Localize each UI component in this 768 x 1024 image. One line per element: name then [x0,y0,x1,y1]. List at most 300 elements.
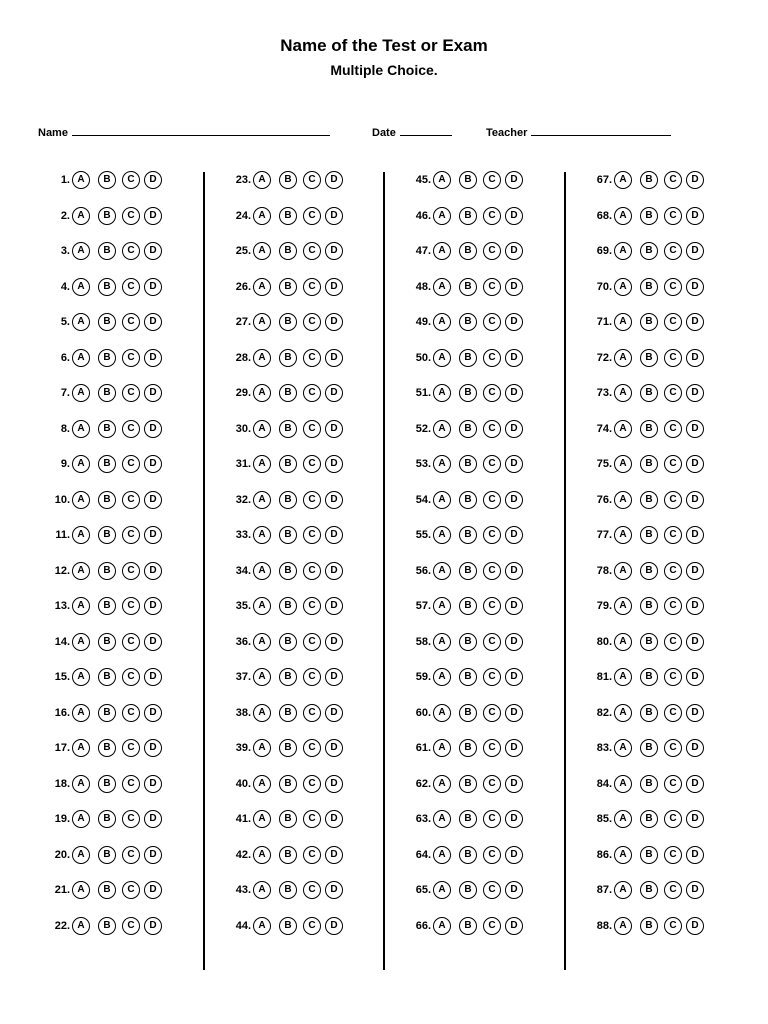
choice-bubble-d[interactable]: D [505,775,523,793]
choice-bubble-c[interactable]: C [122,384,140,402]
choice-bubble-d[interactable]: D [144,420,162,438]
choice-bubble-c[interactable]: C [303,704,321,722]
choice-bubble-a[interactable]: A [614,917,632,935]
choice-bubble-c[interactable]: C [664,455,682,473]
choice-bubble-b[interactable]: B [459,455,477,473]
choice-bubble-b[interactable]: B [279,810,297,828]
choice-bubble-d[interactable]: D [325,207,343,225]
choice-bubble-d[interactable]: D [505,420,523,438]
choice-bubble-a[interactable]: A [253,562,271,580]
choice-bubble-a[interactable]: A [614,881,632,899]
choice-bubble-c[interactable]: C [664,242,682,260]
choice-bubble-a[interactable]: A [72,349,90,367]
choice-bubble-c[interactable]: C [303,420,321,438]
choice-bubble-d[interactable]: D [505,384,523,402]
name-line[interactable] [72,126,330,136]
choice-bubble-b[interactable]: B [279,633,297,651]
choice-bubble-d[interactable]: D [505,881,523,899]
choice-bubble-c[interactable]: C [303,846,321,864]
choice-bubble-a[interactable]: A [253,349,271,367]
choice-bubble-a[interactable]: A [253,846,271,864]
choice-bubble-d[interactable]: D [144,739,162,757]
choice-bubble-d[interactable]: D [144,171,162,189]
choice-bubble-c[interactable]: C [303,810,321,828]
choice-bubble-d[interactable]: D [325,420,343,438]
choice-bubble-d[interactable]: D [325,313,343,331]
choice-bubble-c[interactable]: C [303,597,321,615]
choice-bubble-c[interactable]: C [483,881,501,899]
choice-bubble-d[interactable]: D [686,455,704,473]
choice-bubble-c[interactable]: C [303,349,321,367]
choice-bubble-c[interactable]: C [122,313,140,331]
choice-bubble-c[interactable]: C [664,810,682,828]
choice-bubble-b[interactable]: B [459,171,477,189]
choice-bubble-a[interactable]: A [433,846,451,864]
choice-bubble-a[interactable]: A [433,207,451,225]
choice-bubble-d[interactable]: D [505,171,523,189]
choice-bubble-c[interactable]: C [664,775,682,793]
choice-bubble-a[interactable]: A [614,242,632,260]
choice-bubble-b[interactable]: B [98,384,116,402]
choice-bubble-a[interactable]: A [72,278,90,296]
choice-bubble-c[interactable]: C [122,881,140,899]
choice-bubble-d[interactable]: D [325,526,343,544]
choice-bubble-c[interactable]: C [122,171,140,189]
choice-bubble-c[interactable]: C [122,633,140,651]
choice-bubble-b[interactable]: B [98,313,116,331]
choice-bubble-d[interactable]: D [325,775,343,793]
choice-bubble-d[interactable]: D [686,810,704,828]
choice-bubble-b[interactable]: B [640,917,658,935]
choice-bubble-c[interactable]: C [303,562,321,580]
choice-bubble-b[interactable]: B [98,739,116,757]
choice-bubble-d[interactable]: D [325,810,343,828]
choice-bubble-c[interactable]: C [122,704,140,722]
choice-bubble-b[interactable]: B [640,491,658,509]
choice-bubble-d[interactable]: D [144,455,162,473]
choice-bubble-c[interactable]: C [483,207,501,225]
choice-bubble-a[interactable]: A [253,597,271,615]
choice-bubble-b[interactable]: B [640,242,658,260]
choice-bubble-b[interactable]: B [279,526,297,544]
choice-bubble-a[interactable]: A [433,526,451,544]
choice-bubble-c[interactable]: C [483,420,501,438]
choice-bubble-b[interactable]: B [98,562,116,580]
choice-bubble-c[interactable]: C [303,313,321,331]
choice-bubble-b[interactable]: B [459,775,477,793]
choice-bubble-b[interactable]: B [640,739,658,757]
choice-bubble-b[interactable]: B [98,242,116,260]
choice-bubble-a[interactable]: A [72,207,90,225]
choice-bubble-a[interactable]: A [253,668,271,686]
choice-bubble-b[interactable]: B [279,207,297,225]
choice-bubble-d[interactable]: D [144,633,162,651]
choice-bubble-c[interactable]: C [664,704,682,722]
choice-bubble-a[interactable]: A [433,384,451,402]
choice-bubble-b[interactable]: B [98,810,116,828]
choice-bubble-a[interactable]: A [614,597,632,615]
choice-bubble-b[interactable]: B [279,420,297,438]
choice-bubble-b[interactable]: B [640,775,658,793]
choice-bubble-b[interactable]: B [98,207,116,225]
choice-bubble-d[interactable]: D [505,455,523,473]
choice-bubble-a[interactable]: A [433,704,451,722]
choice-bubble-c[interactable]: C [122,562,140,580]
choice-bubble-b[interactable]: B [98,917,116,935]
choice-bubble-a[interactable]: A [72,171,90,189]
choice-bubble-b[interactable]: B [459,491,477,509]
choice-bubble-c[interactable]: C [483,455,501,473]
choice-bubble-b[interactable]: B [459,278,477,296]
choice-bubble-c[interactable]: C [122,278,140,296]
choice-bubble-b[interactable]: B [459,384,477,402]
choice-bubble-b[interactable]: B [279,739,297,757]
choice-bubble-c[interactable]: C [483,171,501,189]
choice-bubble-b[interactable]: B [279,313,297,331]
choice-bubble-b[interactable]: B [640,633,658,651]
choice-bubble-d[interactable]: D [325,349,343,367]
choice-bubble-d[interactable]: D [686,668,704,686]
choice-bubble-b[interactable]: B [640,278,658,296]
choice-bubble-c[interactable]: C [122,846,140,864]
choice-bubble-a[interactable]: A [72,420,90,438]
choice-bubble-b[interactable]: B [459,633,477,651]
choice-bubble-c[interactable]: C [483,562,501,580]
choice-bubble-a[interactable]: A [433,597,451,615]
choice-bubble-c[interactable]: C [303,455,321,473]
choice-bubble-d[interactable]: D [325,278,343,296]
choice-bubble-a[interactable]: A [433,810,451,828]
choice-bubble-c[interactable]: C [483,384,501,402]
choice-bubble-d[interactable]: D [686,562,704,580]
choice-bubble-a[interactable]: A [72,491,90,509]
choice-bubble-b[interactable]: B [459,704,477,722]
choice-bubble-b[interactable]: B [279,881,297,899]
choice-bubble-b[interactable]: B [98,704,116,722]
choice-bubble-a[interactable]: A [433,739,451,757]
choice-bubble-b[interactable]: B [279,917,297,935]
choice-bubble-d[interactable]: D [144,313,162,331]
choice-bubble-d[interactable]: D [325,633,343,651]
choice-bubble-a[interactable]: A [614,633,632,651]
choice-bubble-c[interactable]: C [122,455,140,473]
choice-bubble-c[interactable]: C [303,384,321,402]
choice-bubble-a[interactable]: A [253,384,271,402]
choice-bubble-a[interactable]: A [614,668,632,686]
choice-bubble-c[interactable]: C [483,846,501,864]
choice-bubble-a[interactable]: A [433,278,451,296]
choice-bubble-b[interactable]: B [98,881,116,899]
choice-bubble-b[interactable]: B [459,526,477,544]
choice-bubble-c[interactable]: C [303,171,321,189]
choice-bubble-b[interactable]: B [98,349,116,367]
choice-bubble-c[interactable]: C [664,491,682,509]
choice-bubble-d[interactable]: D [144,668,162,686]
choice-bubble-a[interactable]: A [433,420,451,438]
choice-bubble-d[interactable]: D [686,775,704,793]
choice-bubble-b[interactable]: B [98,597,116,615]
choice-bubble-b[interactable]: B [279,597,297,615]
choice-bubble-d[interactable]: D [325,384,343,402]
choice-bubble-a[interactable]: A [433,349,451,367]
choice-bubble-a[interactable]: A [614,846,632,864]
choice-bubble-d[interactable]: D [686,171,704,189]
choice-bubble-a[interactable]: A [433,633,451,651]
choice-bubble-b[interactable]: B [98,775,116,793]
choice-bubble-b[interactable]: B [459,349,477,367]
choice-bubble-a[interactable]: A [433,775,451,793]
choice-bubble-b[interactable]: B [459,420,477,438]
choice-bubble-b[interactable]: B [98,846,116,864]
choice-bubble-b[interactable]: B [459,810,477,828]
choice-bubble-a[interactable]: A [72,313,90,331]
choice-bubble-a[interactable]: A [72,846,90,864]
choice-bubble-c[interactable]: C [664,278,682,296]
choice-bubble-c[interactable]: C [303,881,321,899]
choice-bubble-a[interactable]: A [72,633,90,651]
choice-bubble-c[interactable]: C [122,349,140,367]
choice-bubble-b[interactable]: B [98,633,116,651]
choice-bubble-a[interactable]: A [433,668,451,686]
choice-bubble-a[interactable]: A [72,562,90,580]
choice-bubble-c[interactable]: C [664,313,682,331]
choice-bubble-a[interactable]: A [72,775,90,793]
choice-bubble-c[interactable]: C [483,349,501,367]
choice-bubble-a[interactable]: A [253,242,271,260]
choice-bubble-a[interactable]: A [253,775,271,793]
choice-bubble-a[interactable]: A [253,917,271,935]
choice-bubble-a[interactable]: A [253,278,271,296]
choice-bubble-d[interactable]: D [325,171,343,189]
choice-bubble-b[interactable]: B [279,455,297,473]
choice-bubble-b[interactable]: B [98,171,116,189]
choice-bubble-c[interactable]: C [303,668,321,686]
choice-bubble-a[interactable]: A [72,668,90,686]
choice-bubble-c[interactable]: C [483,775,501,793]
choice-bubble-d[interactable]: D [144,526,162,544]
choice-bubble-a[interactable]: A [614,171,632,189]
choice-bubble-b[interactable]: B [459,242,477,260]
choice-bubble-b[interactable]: B [640,384,658,402]
choice-bubble-d[interactable]: D [325,491,343,509]
choice-bubble-a[interactable]: A [614,526,632,544]
choice-bubble-b[interactable]: B [640,668,658,686]
choice-bubble-d[interactable]: D [144,384,162,402]
choice-bubble-d[interactable]: D [686,597,704,615]
choice-bubble-d[interactable]: D [505,668,523,686]
choice-bubble-c[interactable]: C [664,668,682,686]
choice-bubble-b[interactable]: B [459,668,477,686]
choice-bubble-b[interactable]: B [640,349,658,367]
choice-bubble-a[interactable]: A [72,917,90,935]
choice-bubble-b[interactable]: B [98,455,116,473]
choice-bubble-b[interactable]: B [279,562,297,580]
choice-bubble-a[interactable]: A [253,633,271,651]
choice-bubble-b[interactable]: B [640,704,658,722]
choice-bubble-a[interactable]: A [433,313,451,331]
choice-bubble-d[interactable]: D [144,207,162,225]
choice-bubble-a[interactable]: A [253,704,271,722]
choice-bubble-c[interactable]: C [122,739,140,757]
choice-bubble-c[interactable]: C [483,526,501,544]
choice-bubble-d[interactable]: D [144,704,162,722]
choice-bubble-c[interactable]: C [483,278,501,296]
choice-bubble-b[interactable]: B [459,562,477,580]
choice-bubble-b[interactable]: B [279,846,297,864]
choice-bubble-a[interactable]: A [433,242,451,260]
choice-bubble-a[interactable]: A [253,313,271,331]
choice-bubble-a[interactable]: A [72,526,90,544]
choice-bubble-b[interactable]: B [459,207,477,225]
choice-bubble-a[interactable]: A [614,349,632,367]
choice-bubble-a[interactable]: A [253,171,271,189]
choice-bubble-b[interactable]: B [98,420,116,438]
choice-bubble-b[interactable]: B [279,242,297,260]
choice-bubble-a[interactable]: A [72,384,90,402]
choice-bubble-d[interactable]: D [144,810,162,828]
choice-bubble-b[interactable]: B [459,739,477,757]
choice-bubble-c[interactable]: C [664,739,682,757]
choice-bubble-c[interactable]: C [664,420,682,438]
choice-bubble-b[interactable]: B [98,278,116,296]
choice-bubble-c[interactable]: C [303,739,321,757]
choice-bubble-d[interactable]: D [144,491,162,509]
choice-bubble-d[interactable]: D [325,739,343,757]
choice-bubble-d[interactable]: D [686,313,704,331]
choice-bubble-d[interactable]: D [686,526,704,544]
choice-bubble-d[interactable]: D [505,526,523,544]
choice-bubble-a[interactable]: A [614,775,632,793]
choice-bubble-c[interactable]: C [122,242,140,260]
choice-bubble-b[interactable]: B [98,526,116,544]
choice-bubble-d[interactable]: D [325,597,343,615]
choice-bubble-b[interactable]: B [279,491,297,509]
choice-bubble-c[interactable]: C [303,278,321,296]
choice-bubble-a[interactable]: A [253,739,271,757]
choice-bubble-c[interactable]: C [303,242,321,260]
choice-bubble-d[interactable]: D [325,881,343,899]
choice-bubble-a[interactable]: A [433,562,451,580]
choice-bubble-a[interactable]: A [614,420,632,438]
choice-bubble-b[interactable]: B [279,171,297,189]
choice-bubble-d[interactable]: D [144,881,162,899]
choice-bubble-d[interactable]: D [505,597,523,615]
choice-bubble-b[interactable]: B [640,313,658,331]
choice-bubble-a[interactable]: A [433,491,451,509]
choice-bubble-a[interactable]: A [253,455,271,473]
choice-bubble-c[interactable]: C [122,420,140,438]
choice-bubble-b[interactable]: B [640,881,658,899]
date-field[interactable] [372,126,452,139]
choice-bubble-c[interactable]: C [483,917,501,935]
choice-bubble-d[interactable]: D [144,597,162,615]
choice-bubble-a[interactable]: A [253,526,271,544]
choice-bubble-d[interactable]: D [144,917,162,935]
choice-bubble-d[interactable]: D [325,562,343,580]
choice-bubble-d[interactable]: D [505,278,523,296]
choice-bubble-d[interactable]: D [686,704,704,722]
choice-bubble-c[interactable]: C [664,349,682,367]
choice-bubble-d[interactable]: D [325,242,343,260]
choice-bubble-c[interactable]: C [664,384,682,402]
choice-bubble-d[interactable]: D [505,810,523,828]
choice-bubble-c[interactable]: C [122,775,140,793]
choice-bubble-c[interactable]: C [303,526,321,544]
choice-bubble-c[interactable]: C [664,171,682,189]
choice-bubble-b[interactable]: B [459,313,477,331]
choice-bubble-b[interactable]: B [640,562,658,580]
choice-bubble-c[interactable]: C [664,917,682,935]
choice-bubble-d[interactable]: D [325,704,343,722]
choice-bubble-d[interactable]: D [144,775,162,793]
choice-bubble-b[interactable]: B [459,846,477,864]
choice-bubble-b[interactable]: B [279,775,297,793]
choice-bubble-d[interactable]: D [686,242,704,260]
choice-bubble-c[interactable]: C [122,526,140,544]
choice-bubble-c[interactable]: C [664,846,682,864]
choice-bubble-d[interactable]: D [686,881,704,899]
choice-bubble-a[interactable]: A [72,881,90,899]
choice-bubble-c[interactable]: C [483,668,501,686]
choice-bubble-b[interactable]: B [279,278,297,296]
choice-bubble-c[interactable]: C [483,313,501,331]
choice-bubble-d[interactable]: D [325,455,343,473]
choice-bubble-a[interactable]: A [614,562,632,580]
choice-bubble-d[interactable]: D [505,917,523,935]
choice-bubble-c[interactable]: C [122,491,140,509]
choice-bubble-d[interactable]: D [144,846,162,864]
choice-bubble-b[interactable]: B [98,668,116,686]
choice-bubble-c[interactable]: C [664,597,682,615]
choice-bubble-d[interactable]: D [686,384,704,402]
choice-bubble-c[interactable]: C [303,917,321,935]
choice-bubble-a[interactable]: A [433,455,451,473]
choice-bubble-d[interactable]: D [505,207,523,225]
choice-bubble-a[interactable]: A [614,739,632,757]
choice-bubble-b[interactable]: B [279,668,297,686]
choice-bubble-b[interactable]: B [279,704,297,722]
choice-bubble-a[interactable]: A [72,597,90,615]
choice-bubble-b[interactable]: B [640,207,658,225]
choice-bubble-c[interactable]: C [122,810,140,828]
choice-bubble-b[interactable]: B [640,171,658,189]
choice-bubble-a[interactable]: A [72,704,90,722]
choice-bubble-d[interactable]: D [144,242,162,260]
choice-bubble-b[interactable]: B [459,597,477,615]
choice-bubble-c[interactable]: C [303,491,321,509]
choice-bubble-c[interactable]: C [122,668,140,686]
choice-bubble-a[interactable]: A [253,420,271,438]
choice-bubble-c[interactable]: C [483,704,501,722]
choice-bubble-c[interactable]: C [483,810,501,828]
choice-bubble-d[interactable]: D [144,562,162,580]
choice-bubble-a[interactable]: A [253,810,271,828]
teacher-field[interactable] [486,126,671,139]
choice-bubble-c[interactable]: C [483,597,501,615]
choice-bubble-d[interactable]: D [505,846,523,864]
choice-bubble-c[interactable]: C [483,633,501,651]
choice-bubble-b[interactable]: B [640,455,658,473]
choice-bubble-d[interactable]: D [686,207,704,225]
choice-bubble-a[interactable]: A [253,207,271,225]
choice-bubble-d[interactable]: D [686,278,704,296]
choice-bubble-d[interactable]: D [325,846,343,864]
date-line[interactable] [400,126,452,136]
choice-bubble-c[interactable]: C [122,207,140,225]
choice-bubble-b[interactable]: B [640,597,658,615]
choice-bubble-d[interactable]: D [505,313,523,331]
choice-bubble-b[interactable]: B [640,846,658,864]
